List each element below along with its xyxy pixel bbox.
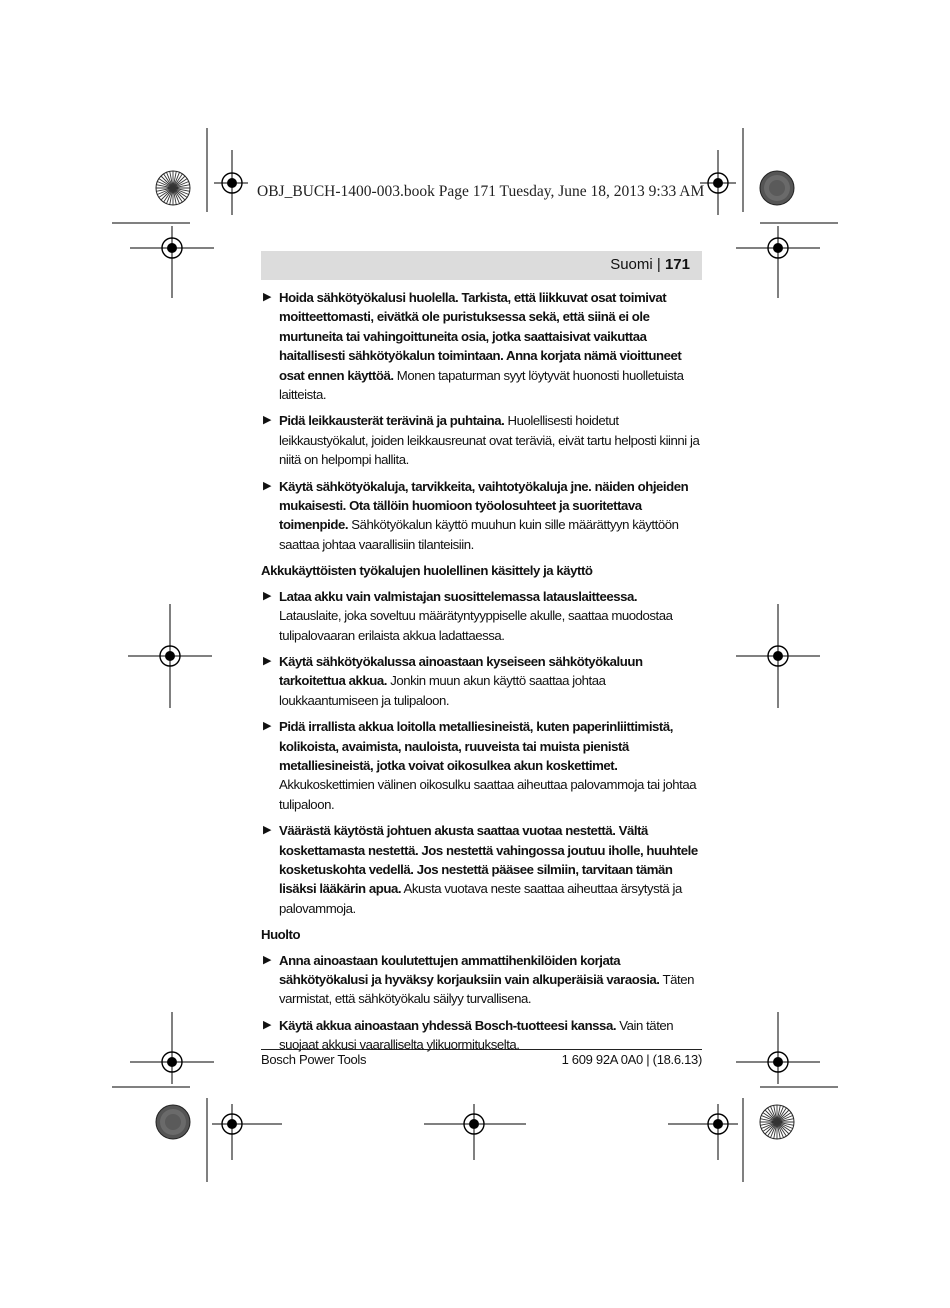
item-bold-text: Käytä akkua ainoastaan yhdessä Bosch-tuotteesi kanssa. (279, 1017, 617, 1033)
section-heading-service: Huolto (261, 927, 301, 943)
footer-document-id: 1 609 92A 0A0 | (18.6.13) (561, 1052, 702, 1067)
item-text: Latauslaite, joka soveltuu määrätyntyyppiselle akulle, saattaa muodostaa tulipalovaaran erilaista akkua ladattaessa. (279, 608, 673, 643)
list-item (261, 652, 702, 710)
list-item (261, 587, 702, 645)
item-bold-text: Pidä irrallista akkua loitolla metalliesineistä, kuten paperinliittimistä, kolikoista, avaimista, nauloista, ruuveista tai muista pienistä metalliesineistä, jotka voivat oikosulkea akun koskettimet. (279, 719, 673, 773)
item-text: Vain täten suojaat akkusi vaaralliselta ylikuormitukselta. (279, 1017, 674, 1053)
item-text: Jonkin muun akun käyttö saattaa johtaa loukkaantumiseen ja tulipaloon. (279, 673, 606, 708)
item-bold-text: Anna ainoastaan koulutettujen ammattihenkilöiden korjata sähkötyökalusi ja hyväksy korjauksiin vain alkuperäisiä varaosia. (279, 952, 660, 987)
bullet-arrow-icon: ▶ (263, 479, 272, 492)
bullet-arrow-icon: ▶ (263, 291, 272, 303)
item-bold-text: Käytä sähkötyökaluja, tarvikkeita, vaihtotyökaluja jne. näiden ohjeiden mukaisesti. Ota tällöin huomioon työolosuhteet ja suoritettava toimenpide. (279, 478, 689, 533)
item-text: Sähkötyökalun käyttö muuhun kuin sille määrättyyn käyttöön saattaa johtaa vaarallisiin tilanteisiin. (279, 517, 679, 552)
footer-rule (261, 1049, 702, 1050)
bullet-arrow-icon: ▶ (263, 824, 272, 837)
bullet-arrow-icon: ▶ (263, 1018, 272, 1031)
item-bold-text: Pidä leikkausterät terävinä ja puhtaina. (279, 413, 505, 429)
item-text: Täten varmistat, että sähkötyökalu säilyy turvallisena. (279, 972, 694, 1007)
list-item (261, 288, 702, 404)
item-text: Akusta vuotava neste saattaa aiheuttaa ärsytystä ja palovammoja. (279, 881, 682, 916)
list-item (261, 821, 702, 918)
list-item (261, 411, 702, 469)
item-text: Akkukoskettimien välinen oikosulku saattaa aiheuttaa palovammoja tai johtaa tulipaloon. (279, 777, 697, 812)
list-item (261, 477, 702, 555)
item-text: Monen tapaturman syyt löytyvät huonosti huolletuista laitteista. (279, 367, 684, 403)
list-item (261, 951, 702, 1009)
page-number: 171 (664, 256, 690, 273)
bullet-arrow-icon: ▶ (263, 953, 272, 966)
header-separator: | (652, 256, 665, 273)
bullet-arrow-icon: ▶ (263, 589, 272, 602)
section-heading-battery: Akkukäyttöisten työkalujen huolellinen käsittely ja käyttö (261, 563, 593, 579)
item-bold-text: Käytä sähkötyökalussa ainoastaan kyseiseen sähkötyökaluun tarkoitettua akkua. (279, 653, 643, 689)
header-language: Suomi (610, 256, 653, 273)
list-item (261, 717, 702, 814)
item-bold-text: Väärästä käytöstä johtuen akusta saattaa vuotaa nestettä. Vältä koskettamasta nestettä. Jos nestettä vahingossa joutuu iholle, huuhtele kosketuskohta vedellä. Jos nestettä pääsee silmiin, tarvitaan tämän lisäksi lääkärin apua. (279, 823, 698, 897)
item-text: Huolellisesti hoidetut leikkaustyökalut, joiden leikkausreunat ovat teräviä, eivät tartu helposti kiinni ja niitä on helpompi hallita. (279, 413, 700, 468)
print-slug-line: OBJ_BUCH-1400-003.book Page 171 Tuesday, June 18, 2013 9:33 AM (257, 183, 705, 200)
bullet-arrow-icon: ▶ (263, 720, 272, 733)
bullet-arrow-icon: ▶ (263, 654, 272, 667)
footer-brand: Bosch Power Tools (261, 1052, 367, 1067)
page-header (261, 251, 702, 280)
item-bold-text: Lataa akku vain valmistajan suosittelemassa latauslaitteessa. (279, 588, 638, 604)
header-text (610, 256, 690, 273)
bullet-arrow-icon: ▶ (263, 414, 272, 427)
body-text (261, 288, 702, 1062)
item-bold-text: Hoida sähkötyökalusi huolella. Tarkista, että liikkuvat osat toimivat moitteettomasti, eivätkä ole puristuksessa sekä, että siinä ei ole murtuneita tai vahingoittuneita osia, jotka saattaisivat vaikuttaa haitallisesti sähkötyökalun toimintaan. Anna korjata nämä vioittuneet osat ennen käyttöä. (279, 290, 682, 383)
